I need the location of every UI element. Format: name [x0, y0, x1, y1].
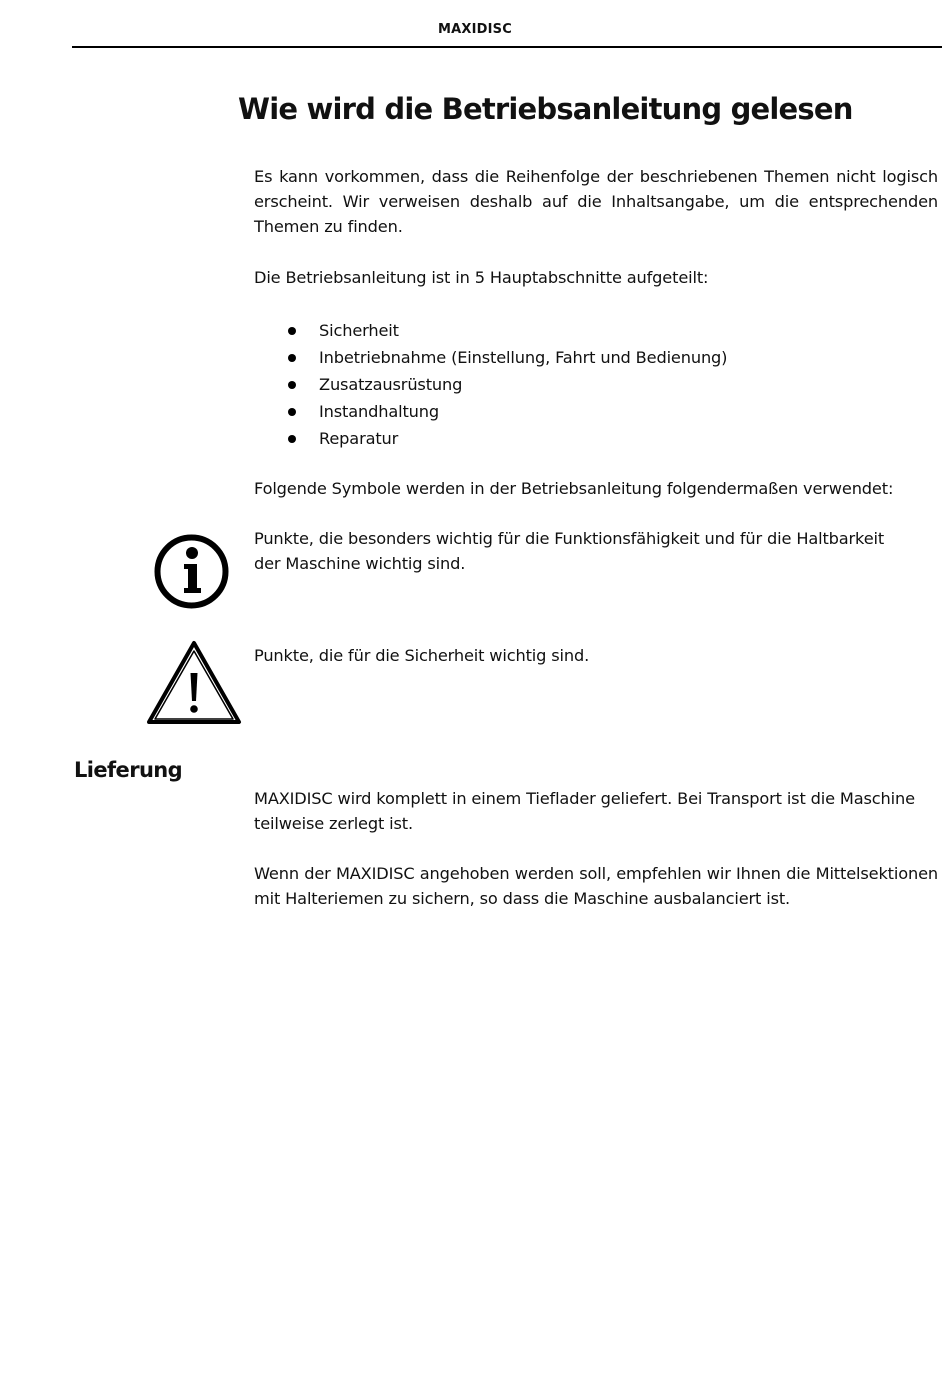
list-item [284, 317, 727, 344]
header-divider [72, 46, 942, 48]
section-heading-lieferung: Lieferung [74, 758, 183, 782]
bullet-icon [288, 327, 296, 335]
list-item-label: Sicherheit [319, 321, 399, 340]
delivery-paragraph-2: Wenn der MAXIDISC angehoben werden soll, empfehlen wir Ihnen die Mittelsektionen mit Halteriemen zu sichern, so dass die Maschine ausbalanciert ist. [254, 864, 938, 908]
list-item [284, 398, 727, 425]
intro-paragraph: Es kann vorkommen, dass die Reihenfolge der beschriebenen Themen nicht logisch erscheint. Wir verweisen deshalb auf die Inhaltsangabe, um die entsprechenden Themen zu finden. [254, 167, 938, 236]
bullet-icon [288, 408, 296, 416]
list-item [284, 344, 727, 371]
list-item-label: Instandhaltung [319, 402, 439, 421]
info-icon [153, 533, 230, 610]
symbols-intro: Folgende Symbole werden in der Betriebsanleitung folgendermaßen verwendet: [254, 479, 894, 498]
list-item-label: Inbetriebnahme (Einstellung, Fahrt und Bedienung) [319, 348, 728, 367]
list-item-label: Zusatzausrüstung [319, 375, 463, 394]
info-description: Punkte, die besonders wichtig für die Funktionsfähigkeit und für die Haltbarkeit der Maschine wichtig sind. [254, 529, 885, 573]
warning-icon [146, 640, 242, 726]
warning-description: Punkte, die für die Sicherheit wichtig sind. [254, 646, 590, 665]
list-item [284, 425, 727, 452]
header-title: MAXIDISC [438, 22, 512, 37]
delivery-paragraph-1: MAXIDISC wird komplett in einem Tieflader geliefert. Bei Transport ist die Maschine teilweise zerlegt ist. [254, 789, 915, 833]
page-title: Wie wird die Betriebsanleitung gelesen [238, 92, 853, 126]
sections-intro: Die Betriebsanleitung ist in 5 Hauptabschnitte aufgeteilt: [254, 268, 709, 287]
list-item-label: Reparatur [319, 429, 399, 448]
bullet-icon [288, 381, 296, 389]
sections-list [284, 317, 727, 452]
bullet-icon [288, 354, 296, 362]
list-item [284, 371, 727, 398]
bullet-icon [288, 435, 296, 443]
